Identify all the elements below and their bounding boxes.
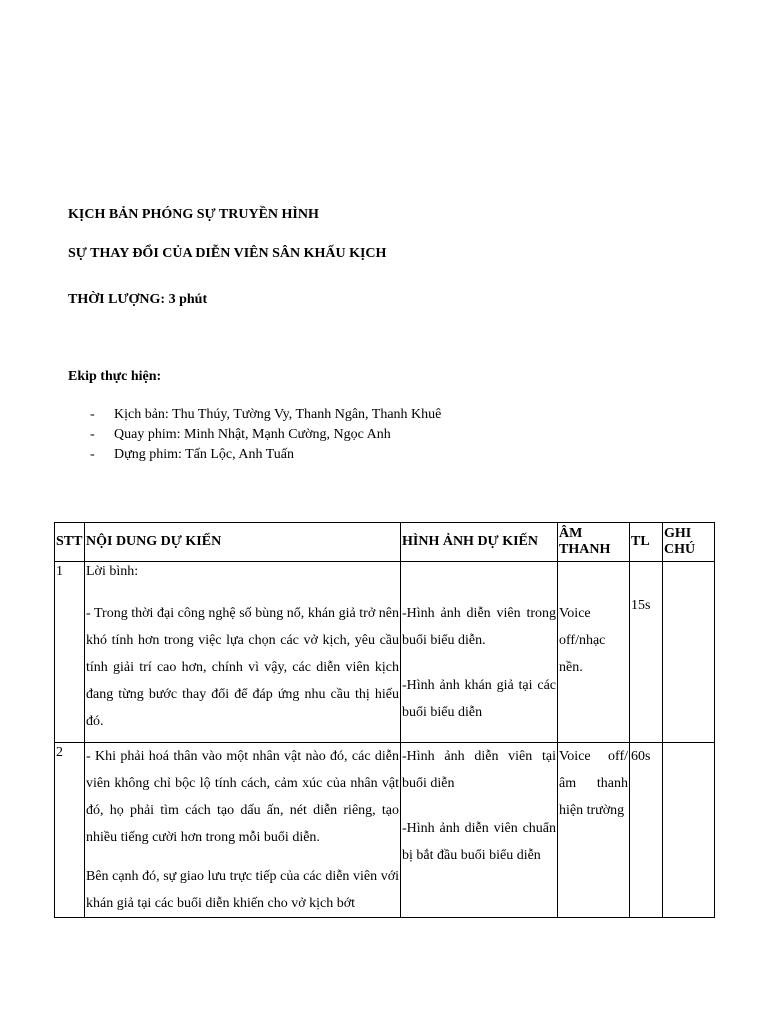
script-table <box>54 522 715 918</box>
sound-text: Voice off/nhạc nền. <box>559 606 606 675</box>
cell-sound <box>558 743 630 918</box>
crew-item-text: Quay phim: Minh Nhật, Mạnh Cường, Ngọc Anh <box>114 427 391 442</box>
cell-tl <box>630 562 663 743</box>
cell-tl <box>630 743 663 918</box>
image-text: -Hình ảnh diễn viên trong buổi biểu diễn. <box>402 606 556 648</box>
table-header-row <box>55 523 715 562</box>
header-tl: TL <box>630 523 663 562</box>
image-text: -Hình ảnh diễn viên tại buổi diễn <box>402 749 556 791</box>
table-row <box>55 562 715 743</box>
header-image: HÌNH ẢNH DỰ KIẾN <box>401 523 558 562</box>
content-text: - Trong thời đại công nghệ số bùng nổ, khán giả trở nên khó tính hơn trong việc lựa chọn các vở kịch, yêu cầu tính giải trí cao hơn, chính vì vậy, các diễn viên kịch đang từng bước thay đổi để đáp ứng nhu cầu thị hiếu đó. <box>86 606 399 729</box>
header-note: GHI CHÚ <box>663 523 715 562</box>
cell-image <box>401 562 558 743</box>
list-dash: - <box>90 447 95 462</box>
cell-note <box>663 743 715 918</box>
tl-text: 15s <box>631 598 651 613</box>
duration-label: THỜI LƯỢNG: 3 phút <box>68 292 208 307</box>
image-text: -Hình ảnh khán giả tại các buổi biểu diễn <box>402 678 556 720</box>
header-stt: STT <box>55 523 85 562</box>
cell-content <box>85 743 401 918</box>
crew-item <box>90 425 441 445</box>
table-row <box>55 743 715 918</box>
tl-text: 60s <box>631 749 651 764</box>
crew-list <box>90 405 441 465</box>
cell-sound <box>558 562 630 743</box>
content-label: Lời bình: <box>86 564 139 579</box>
cell-note <box>663 562 715 743</box>
list-dash: - <box>90 427 95 442</box>
cell-stt: 1 <box>55 562 85 743</box>
crew-item <box>90 405 441 425</box>
header-sound: ÂM THANH <box>558 523 630 562</box>
cell-stt: 2 <box>55 743 85 918</box>
crew-item-text: Dựng phim: Tấn Lộc, Anh Tuấn <box>114 447 295 462</box>
content-text: - Khi phải hoá thân vào một nhân vật nào đó, các diễn viên không chỉ bộc lộ tính cách, cảm xúc của nhân vật đó, họ phải tìm cách tạo dấu ấn, nét diễn riêng, tạo nhiều tiếng cười hơn trong mỗi buổi diễn. <box>86 749 399 845</box>
cell-content <box>85 562 401 743</box>
sound-text: Voice off/ âm thanh hiện trường <box>559 749 628 818</box>
document-subtitle: SỰ THAY ĐỔI CỦA DIỄN VIÊN SÂN KHẤU KỊCH <box>68 246 387 261</box>
header-content: NỘI DUNG DỰ KIẾN <box>85 523 401 562</box>
document-title: KỊCH BẢN PHÓNG SỰ TRUYỀN HÌNH <box>68 207 319 222</box>
crew-item-text: Kịch bản: Thu Thúy, Tường Vy, Thanh Ngân, Thanh Khuê <box>114 407 442 422</box>
content-text: Bên cạnh đó, sự giao lưu trực tiếp của các diễn viên với khán giả tại các buổi diễn khiến cho vở kịch bớt <box>86 869 399 911</box>
cell-image <box>401 743 558 918</box>
image-text: -Hình ảnh diễn viên chuẩn bị bắt đầu buổi biểu diễn <box>402 821 556 863</box>
list-dash: - <box>90 407 95 422</box>
ekip-heading: Ekip thực hiện: <box>68 369 162 384</box>
crew-item <box>90 445 441 465</box>
